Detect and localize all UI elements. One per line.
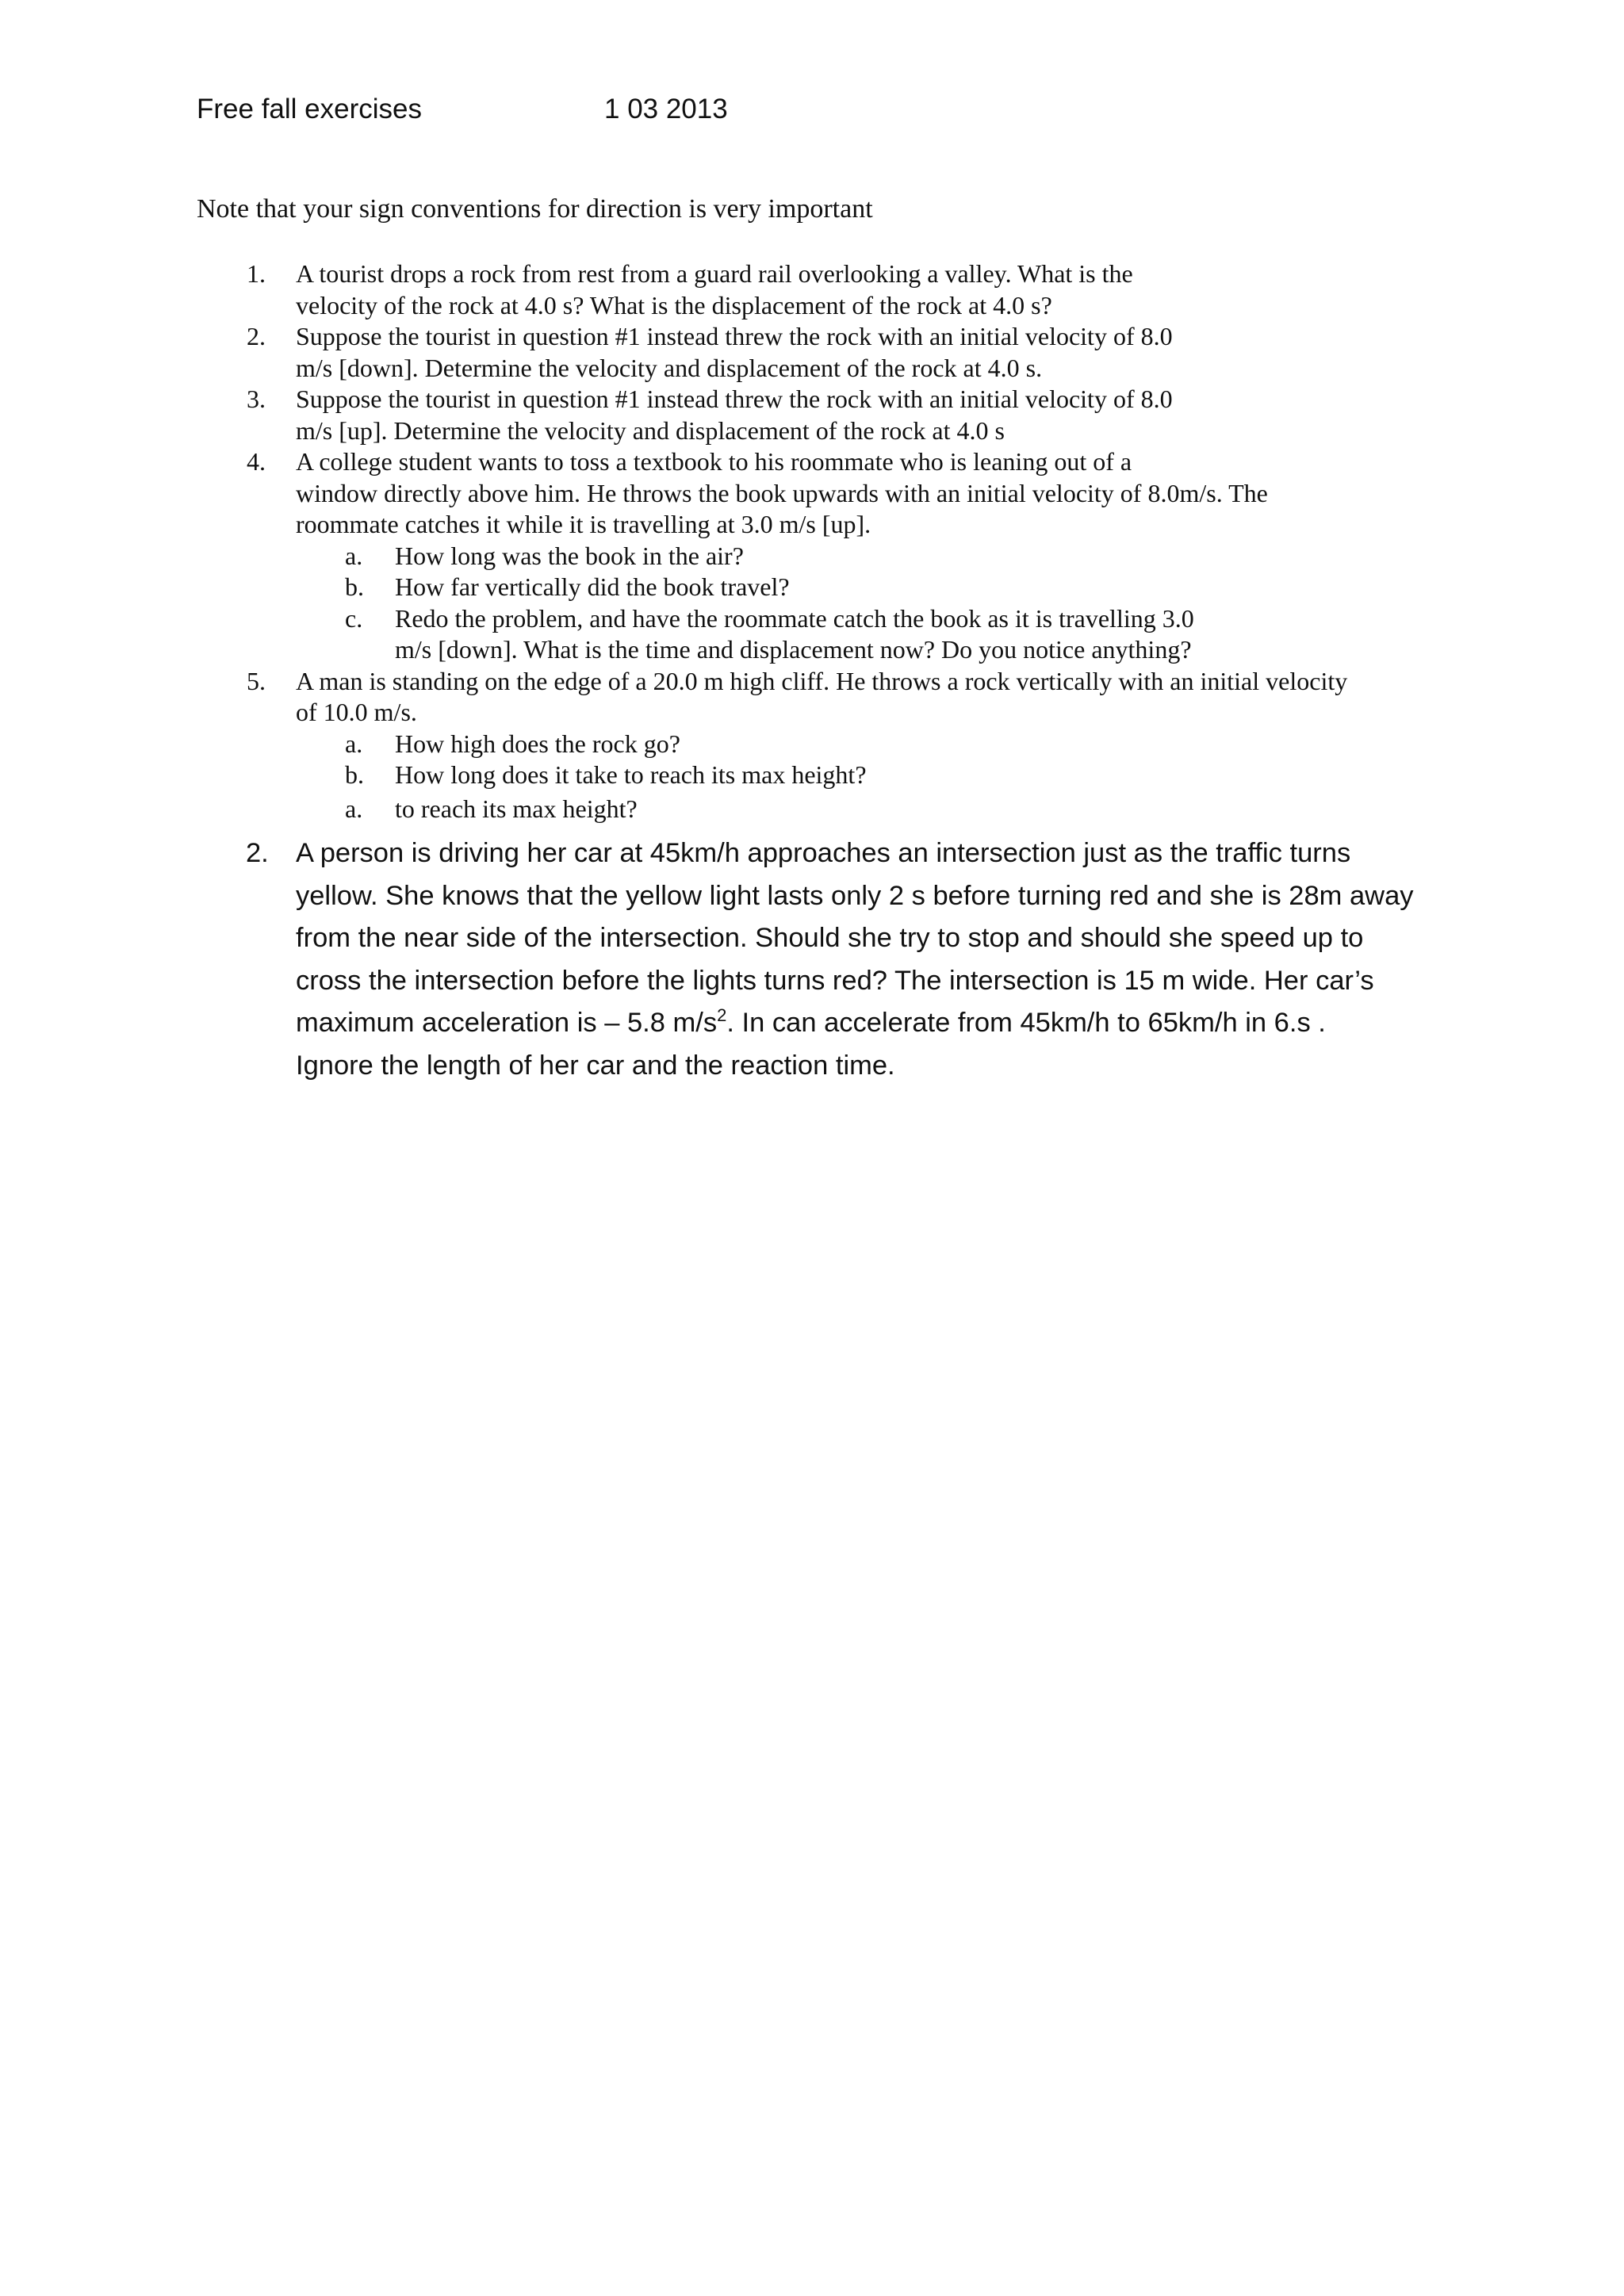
page-header	[197, 94, 1545, 141]
question-text-line	[296, 1002, 1481, 1045]
subpart-letter: a.	[345, 794, 363, 823]
intro-note: Note that your sign conventions for direction is very important	[197, 194, 873, 224]
question-text-line: window directly above him. He throws the book upwards with an initial velocity of 8.0m/s. The	[296, 478, 1268, 507]
subpart-text-line: m/s [down]. What is the time and displacement now? Do you notice anything?	[395, 635, 1192, 664]
question-text-line: m/s [down]. Determine the velocity and displacement of the rock at 4.0 s.	[296, 353, 1043, 382]
question-text-line: m/s [up]. Determine the velocity and displacement of the rock at 4.0 s	[296, 415, 1005, 445]
subpart-text-line: Redo the problem, and have the roommate catch the book as it is travelling 3.0	[395, 603, 1194, 633]
question-item	[197, 832, 1481, 1087]
question-number: 2.	[246, 838, 269, 868]
question-text-line: cross the intersection before the lights turns red? The intersection is 15 m wide. Her car’s	[296, 965, 1374, 996]
question-subpart	[197, 760, 1481, 791]
subpart-letter: c.	[345, 603, 363, 633]
subpart-letter: b.	[345, 572, 364, 601]
question-list	[197, 258, 1481, 825]
question-item	[197, 258, 1481, 321]
question-text-line: A man is standing on the edge of a 20.0 m high cliff. He throws a rock vertically with an initial velocity	[296, 666, 1348, 695]
subpart-letter: a.	[345, 729, 363, 758]
question-text-line: A person is driving her car at 45km/h approaches an intersection just as the traffic turns	[296, 838, 1351, 868]
question-subpart	[197, 794, 1481, 825]
question-text-line: Suppose the tourist in question #1 instead threw the rock with an initial velocity of 8.0	[296, 385, 1173, 413]
subpart-text-line: How long does it take to reach its max height?	[395, 760, 867, 789]
question-text-line: yellow. She knows that the yellow light lasts only 2 s before turning red and she is 28m away	[296, 880, 1414, 911]
question-text-line: roommate catches it while it is travelling at 3.0 m/s [up].	[296, 510, 871, 538]
question-text-line: Suppose the tourist in question #1 instead threw the rock with an initial velocity of 8.0	[296, 322, 1173, 350]
subpart-text-line: How long was the book in the air?	[395, 541, 744, 570]
question-subpart	[197, 603, 1481, 666]
question-item	[197, 666, 1481, 825]
question-subpart	[197, 729, 1481, 760]
question-number: 3.	[247, 385, 266, 413]
question-subpart	[197, 572, 1481, 603]
question-text-line: Ignore the length of her car and the reaction time.	[296, 1050, 895, 1081]
acceleration-text: maximum acceleration is – 5.8 m/s	[296, 1008, 718, 1038]
document-title: Free fall exercises	[197, 94, 422, 124]
question-text-line: from the near side of the intersection. Should she try to stop and should she speed up to	[296, 923, 1364, 953]
superscript-exponent: 2	[717, 1005, 727, 1025]
subpart-letter: b.	[345, 760, 364, 789]
question-text-line: A college student wants to toss a textbook to his roommate who is leaning out of a	[296, 447, 1132, 476]
subpart-text-line: How high does the rock go?	[395, 729, 680, 758]
subpart-text-line: to reach its max height?	[395, 794, 638, 823]
question-number: 2.	[247, 322, 266, 350]
question-subpart	[197, 541, 1481, 572]
question-item	[197, 321, 1481, 384]
final-question	[197, 832, 1481, 1087]
question-text-line: A tourist drops a rock from rest from a guard rail overlooking a valley. What is the	[296, 259, 1133, 288]
question-item	[197, 446, 1481, 666]
acceleration-text-continued: . In can accelerate from 45km/h to 65km/h in 6.s .	[726, 1008, 1326, 1038]
subpart-letter: a.	[345, 541, 363, 570]
question-item	[197, 384, 1481, 446]
question-number: 5.	[247, 666, 266, 695]
question-number: 1.	[247, 259, 266, 288]
question-number: 4.	[247, 447, 266, 476]
question-text-line: velocity of the rock at 4.0 s? What is the displacement of the rock at 4.0 s?	[296, 290, 1052, 320]
subpart-text-line: How far vertically did the book travel?	[395, 572, 790, 601]
document-date: 1 03 2013	[604, 94, 728, 124]
question-text-line: of 10.0 m/s.	[296, 698, 417, 726]
